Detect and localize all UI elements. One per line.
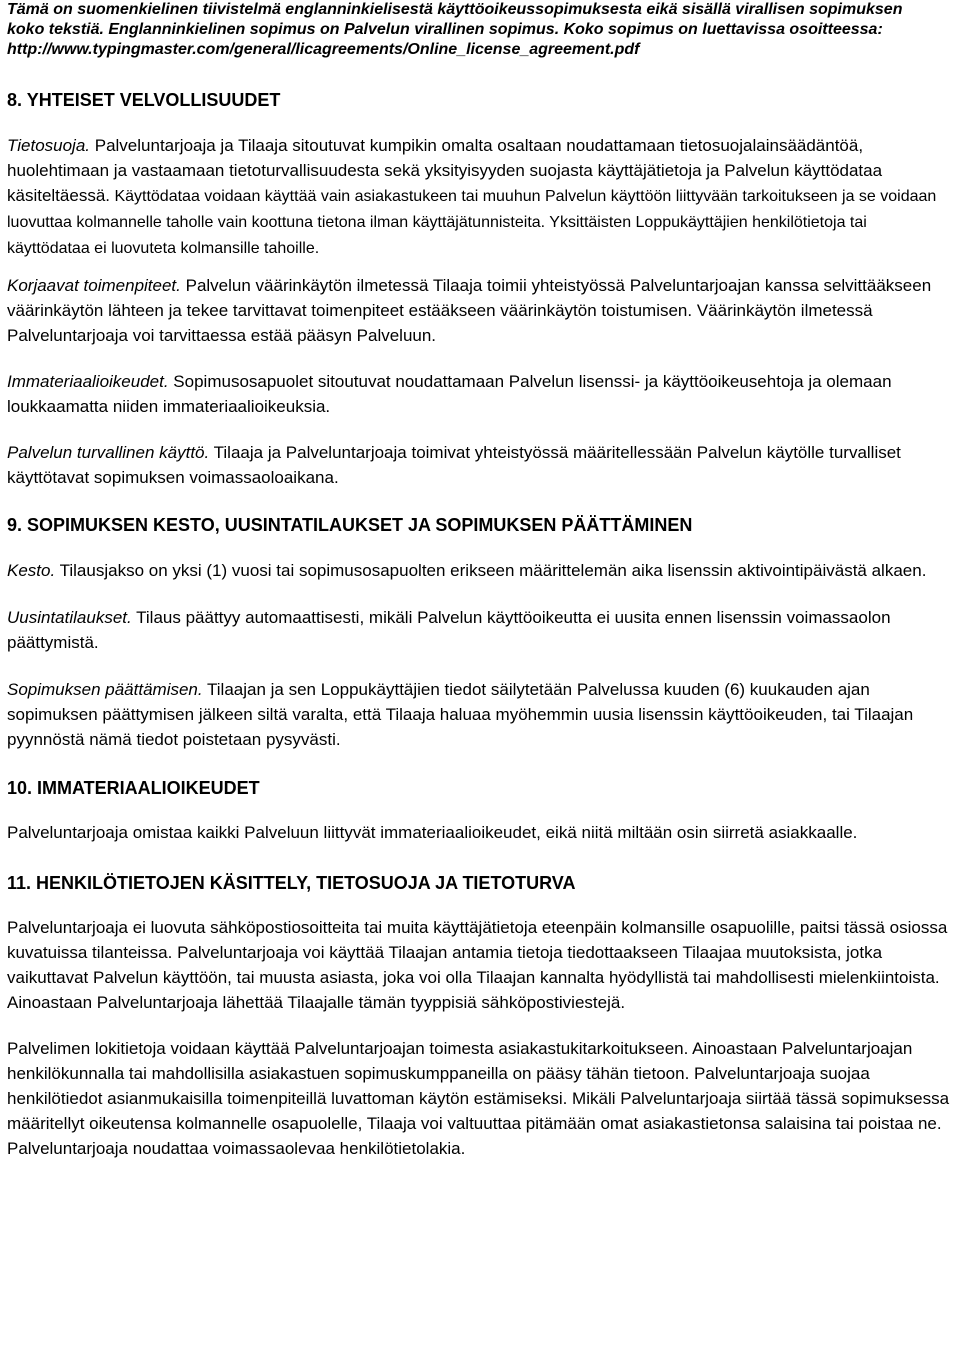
- translation-notice: [7, 0, 952, 60]
- text-korjaavat-toimenpiteet: Palvelun väärinkäytön ilmetessä Tilaaja toimii yhteistyössä Palveluntarjoajan kanssa selvittääkseen väärinkäytön lähteen ja tekee tarvittavat toimenpiteet estääkseen väärinkäytön toistumisen. Väärinkäytön ilmetessä Palveluntarjoaja voi tarvittaessa estää pääsyn Palveluun.: [7, 276, 932, 345]
- notice-url: http://www.typingmaster.com/general/licagreements/Online_license_agreement.pdf: [7, 41, 640, 58]
- paragraph-henkilotiedot-2: Palvelimen lokitietoja voidaan käyttää Palveluntarjoajan toimesta asiakastukitarkoitukseen. Ainoastaan Palveluntarjoajan henkilökunnalla tai mahdollisilla asiakastuen sopimuskumppaneilla on pääsy tähän tietoon. Palveluntarjoaja suojaa henkilötiedot asianmukaisilla toimenpiteillä luvattoman käytön estämiseksi. Mikäli Palveluntarjoaja siirtää tässä sopimuksessa määritellyt oikeutensa kolmannelle osapuolelle, Tilaaja voi valtuuttaa pitämään omat asiakastietonsa salaisina tai poistaa ne. Palveluntarjoaja noudattaa voimassaolevaa henkilötietolakia.: [7, 1039, 950, 1158]
- term-korjaavat-toimenpiteet: Korjaavat toimenpiteet.: [7, 276, 181, 295]
- paragraph-uusintatilaukset: [7, 605, 952, 655]
- text-uusintatilaukset: Tilaus päättyy automaattisesti, mikäli Palvelun käyttöoikeutta ei uusita ennen lisenssin voimassaolon päättymistä.: [7, 608, 891, 652]
- notice-line-2: koko tekstiä. Englanninkielinen sopimus on Palvelun virallinen sopimus. Koko sopimus on luettavissa osoitteessa:: [7, 21, 883, 38]
- paragraph-turvallinen-kaytto: [7, 440, 952, 490]
- paragraph-tietosuoja: [7, 133, 952, 261]
- text-immateriaalioikeudet: Sopimusosapuolet sitoutuvat noudattamaan Palvelun lisenssi- ja käyttöoikeusehtoja ja olemaan loukkaamatta niiden immateriaalioikeuksia.: [7, 372, 892, 416]
- term-uusintatilaukset: Uusintatilaukset.: [7, 608, 132, 627]
- text-tietosuoja-kayttodata: Käyttödataa voidaan käyttää vain asiakastukeen tai muuhun Palvelun käyttöön liittyvään tarkoitukseen ja se voidaan luovuttaa kolmannelle taholle vain koottuna tietona ilman käyttäjätunnisteita. Yksittäisten Loppukäyttäjien henkilötietoja tai käyttödataa ei luovuteta kolmansille tahoille.: [7, 188, 937, 257]
- text-tietosuoja: Palveluntarjoaja ja Tilaaja sitoutuvat kumpikin omalta osaltaan noudattamaan tietosuojalainsäädäntöä, huolehtimaan ja vastaamaan tietoturvallisuudesta sekä yksityisyyden suojasta käyttäjätietoja ja Palvelun käyttödataa käsiteltäessä.: [7, 136, 883, 205]
- paragraph-immateriaalioikeudet-10: Palveluntarjoaja omistaa kaikki Palveluun liittyvät immateriaalioikeudet, eikä niitä miltään osin siirretä asiakkaalle.: [7, 823, 858, 842]
- text-turvallinen-kaytto: Tilaaja ja Palveluntarjoaja toimivat yhteistyössä määritellessään Palvelun käytölle turvalliset käyttötavat sopimuksen voimassaoloaikana.: [7, 443, 901, 487]
- term-sopimuksen-paattaminen: Sopimuksen päättämisen.: [7, 680, 203, 699]
- term-immateriaalioikeudet: Immateriaalioikeudet.: [7, 372, 169, 391]
- term-turvallinen-kaytto: Palvelun turvallinen käyttö.: [7, 443, 210, 462]
- section-11-title: 11. HENKILÖTIETOJEN KÄSITTELY, TIETOSUOJA JA TIETOTURVA: [7, 873, 576, 893]
- paragraph-kesto: [7, 558, 952, 583]
- text-kesto: Tilausjakso on yksi (1) vuosi tai sopimusosapuolten erikseen määrittelemän aika lisenssin aktivointipäivästä alkaen.: [55, 561, 927, 580]
- notice-line-1: Tämä on suomenkielinen tiivistelmä englanninkielisestä käyttöoikeussopimuksesta eikä sisällä virallisen sopimuksen: [7, 1, 903, 18]
- paragraph-henkilotiedot-1: Palveluntarjoaja ei luovuta sähköpostiosoitteita tai muita käyttäjätietoja eteenpäin kolmansille osapuolille, paitsi tässä osiossa kuvatuissa tilanteissa. Palveluntarjoaja voi käyttää Tilaajan antamia tietoja tiedottaakseen Tilaajaa muutoksista, jotka vaikuttavat Palvelun käyttöön, tai muusta asiasta, joka voi olla Tilaajan kannalta hyödyllistä tai mahdollisesti mielenkiintoista. Ainoastaan Palveluntarjoaja lähettää Tilaajalle tämän tyyppisiä sähköpostiviestejä.: [7, 918, 948, 1012]
- section-10-title: 10. IMMATERIAALIOIKEUDET: [7, 778, 260, 798]
- paragraph-immateriaalioikeudet: [7, 369, 952, 419]
- term-kesto: Kesto.: [7, 561, 56, 580]
- section-8-title: 8. YHTEISET VELVOLLISUUDET: [7, 90, 281, 110]
- text-sopimuksen-paattaminen: Tilaajan ja sen Loppukäyttäjien tiedot säilytetään Palvelussa kuuden (6) kuukauden ajan sopimuksen päättymisen jälkeen siltä varalta, että Tilaaja haluaa myöhemmin uusia lisenssin käyttöoikeuden, tai Tilaajan pyynnöstä nämä tiedot poistetaan pysyvästi.: [7, 680, 914, 749]
- section-9-title: 9. SOPIMUKSEN KESTO, UUSINTATILAUKSET JA SOPIMUKSEN PÄÄTTÄMINEN: [7, 515, 693, 535]
- term-tietosuoja: Tietosuoja.: [7, 136, 91, 155]
- paragraph-sopimuksen-paattaminen: [7, 677, 952, 752]
- paragraph-korjaavat-toimenpiteet: [7, 273, 952, 348]
